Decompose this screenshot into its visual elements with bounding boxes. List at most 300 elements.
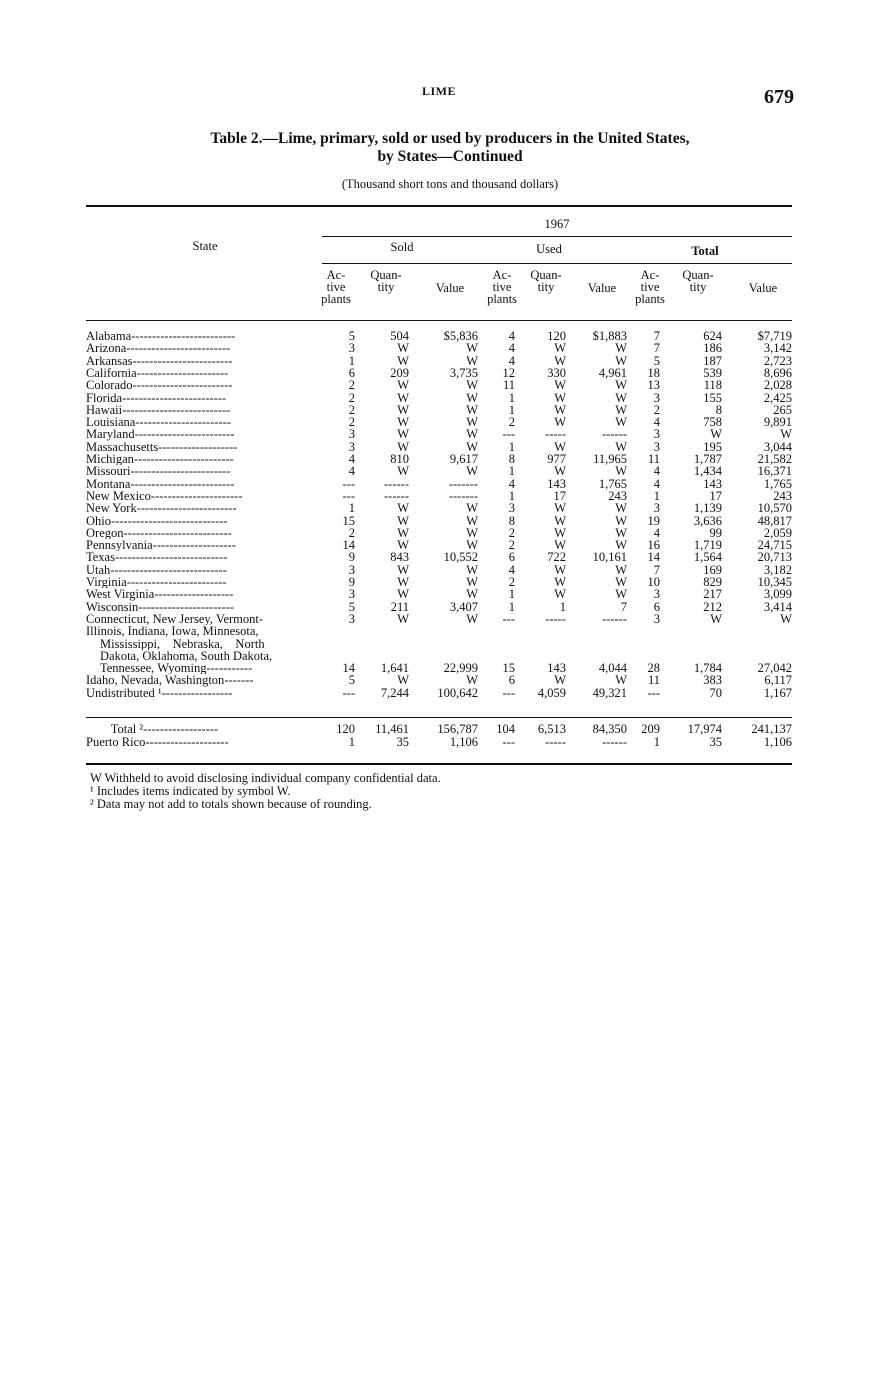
- dot-leader: ------------------------: [132, 379, 233, 392]
- dot-leader: --------------------------: [123, 526, 232, 540]
- cell-total-qty: 1,787: [693, 452, 722, 466]
- cell-sold-plants: 2: [348, 378, 355, 393]
- cell-sold-value: 10,552: [443, 550, 478, 565]
- cell-total-plants: 13: [647, 378, 660, 393]
- cell-used-qty: W: [554, 390, 566, 405]
- cell-sold-plants: 4: [348, 464, 355, 479]
- cell-used-value: 4,961: [598, 365, 627, 380]
- cell-total-plants: 7: [653, 341, 660, 356]
- dot-leader: ------------------------: [134, 428, 235, 441]
- cell-total-value: 27,042: [757, 661, 792, 676]
- cell-sold-plants: 14: [342, 538, 355, 553]
- footnotes: [90, 772, 441, 811]
- cell-total-value: 2,425: [763, 390, 792, 405]
- cell-sold-plants: 3: [348, 439, 355, 454]
- cell-used-plants: 2: [508, 575, 515, 589]
- cell-used-qty: W: [554, 587, 566, 602]
- cell-total-plants: 18: [647, 365, 660, 380]
- cell-total-value: 265: [773, 402, 792, 417]
- cell-sold-qty: W: [397, 501, 409, 516]
- cell-sold-plants: 2: [348, 415, 355, 430]
- cell-sold-qty: 7,244: [380, 685, 409, 700]
- cell-used-plants: ---: [502, 611, 515, 626]
- cell-sold-value: W: [466, 427, 478, 442]
- cell-sold-plants: 1: [348, 735, 355, 750]
- cell-total-plants: 1: [653, 488, 660, 503]
- cell-used-plants: 8: [508, 513, 515, 528]
- cell-total-value: 1,765: [763, 476, 792, 491]
- cell-sold-value: W: [466, 538, 478, 553]
- cell-total-qty: 17: [709, 488, 722, 503]
- cell-used-value: W: [615, 464, 627, 479]
- cell-total-plants: 19: [647, 513, 660, 528]
- cell-sold-value: 100,642: [437, 685, 478, 700]
- cell-sold-qty: 35: [396, 735, 409, 750]
- cell-sold-plants: 9: [348, 575, 355, 589]
- cell-total-qty: 829: [703, 575, 722, 589]
- cell-total-plants: 3: [653, 611, 660, 626]
- cell-used-value: W: [615, 538, 627, 553]
- cell-sold-value: 3,735: [449, 365, 478, 380]
- cell-total-qty: 70: [709, 685, 722, 700]
- cell-used-plants: 2: [508, 415, 515, 430]
- header-sold-quantity: [360, 269, 412, 293]
- cell-used-plants: 12: [502, 365, 515, 380]
- group-rule: [322, 263, 792, 264]
- cell-used-value: W: [615, 439, 627, 454]
- cell-sold-value: 9,617: [449, 452, 478, 466]
- cell-total-qty: 99: [709, 525, 722, 540]
- cell-used-qty: -----: [545, 611, 566, 626]
- dot-leader: ------------------------: [136, 502, 237, 515]
- dot-leader: -----------------: [161, 686, 233, 699]
- cell-total-qty: 1,719: [693, 538, 722, 553]
- cell-sold-value: W: [466, 415, 478, 430]
- cell-total-plants: 3: [653, 501, 660, 516]
- state-name: Wisconsin: [86, 600, 139, 613]
- cell-total-qty: 539: [703, 365, 722, 380]
- cell-used-value: W: [615, 378, 627, 393]
- state-name: Dakota, Oklahoma, South Dakota,: [100, 649, 273, 663]
- cell-used-qty: W: [554, 501, 566, 516]
- cell-used-plants: 1: [508, 464, 515, 479]
- cell-sold-value: W: [466, 353, 478, 368]
- cell-used-value: W: [615, 562, 627, 577]
- cell-total-qty: 155: [703, 390, 722, 405]
- footnote-w: W Withheld to avoid disclosing individual company confidential data.: [90, 771, 441, 785]
- dot-leader: -: [258, 612, 264, 626]
- cell-used-qty: 17: [553, 488, 566, 503]
- cell-used-qty: 143: [547, 476, 566, 491]
- cell-sold-qty: W: [397, 513, 409, 528]
- cell-sold-qty: 843: [390, 550, 409, 565]
- cell-sold-plants: 5: [348, 329, 355, 343]
- cell-total-plants: 16: [647, 538, 660, 553]
- cell-total-value: W: [780, 427, 792, 442]
- dot-leader: ----------------------: [136, 366, 229, 380]
- cell-sold-qty: W: [397, 575, 409, 589]
- cell-sold-plants: 2: [348, 402, 355, 417]
- state-name: Louisiana: [86, 416, 136, 429]
- cell-sold-value: $5,836: [443, 329, 478, 343]
- header-quantity-label-line: tity: [689, 280, 707, 294]
- cell-used-qty: 143: [547, 661, 566, 676]
- cell-used-plants: ---: [502, 735, 515, 750]
- cell-sold-value: W: [466, 501, 478, 516]
- dot-leader: -------------------------: [131, 330, 236, 343]
- cell-sold-plants: 3: [348, 562, 355, 577]
- cell-used-value: W: [615, 341, 627, 356]
- dot-leader: ------------------: [143, 723, 219, 736]
- header-sold-plants: [310, 269, 362, 305]
- cell-total-qty: 1,434: [693, 464, 722, 479]
- cell-total-plants: 209: [641, 722, 660, 736]
- cell-total-plants: 5: [653, 353, 660, 368]
- cell-total-plants: 11: [647, 452, 660, 466]
- header-bottom-rule: [86, 320, 792, 321]
- cell-used-plants: 1: [508, 439, 515, 454]
- cell-total-qty: 758: [703, 415, 722, 430]
- cell-used-plants: 1: [508, 402, 515, 417]
- cell-used-qty: 4,059: [537, 685, 566, 700]
- cell-sold-qty: W: [397, 562, 409, 577]
- cell-sold-qty: 11,461: [375, 722, 409, 736]
- state-name: Utah: [86, 563, 111, 576]
- cell-sold-plants: 15: [342, 513, 355, 528]
- cell-total-value: W: [780, 611, 792, 626]
- cell-total-qty: 186: [703, 341, 722, 356]
- cell-total-qty: 35: [709, 735, 722, 750]
- cell-total-plants: 28: [647, 661, 660, 676]
- dot-leader: -------------------: [154, 588, 234, 601]
- dot-leader: -------------------------: [126, 342, 231, 355]
- cell-sold-value: W: [466, 575, 478, 589]
- cell-sold-plants: 14: [342, 661, 355, 676]
- cell-sold-value: W: [466, 439, 478, 454]
- cell-sold-plants: 3: [348, 341, 355, 356]
- cell-sold-plants: 6: [348, 365, 355, 380]
- cell-total-value: 16,371: [757, 464, 792, 479]
- cell-sold-qty: W: [397, 378, 409, 393]
- cell-used-qty: W: [554, 439, 566, 454]
- cell-used-qty: W: [554, 575, 566, 589]
- cell-total-plants: 3: [653, 587, 660, 602]
- cell-used-plants: 104: [496, 722, 515, 736]
- cell-total-qty: 212: [703, 599, 722, 614]
- header-state: State: [192, 239, 218, 253]
- group-row-state-line: [86, 625, 320, 637]
- cell-used-plants: 4: [508, 353, 515, 368]
- cell-total-plants: 10: [647, 575, 660, 589]
- cell-sold-qty: W: [397, 525, 409, 540]
- header-plants-label-line: plants: [487, 292, 517, 306]
- state-name: Missouri: [86, 465, 131, 478]
- cell-used-plants: 4: [508, 562, 515, 577]
- cell-used-value: 7: [620, 599, 627, 614]
- table-title: [140, 130, 760, 166]
- state-name: Pennsylvania: [86, 539, 153, 552]
- cell-used-value: W: [615, 513, 627, 528]
- dot-leader: -----------: [206, 662, 253, 675]
- cell-total-qty: 187: [703, 353, 722, 368]
- cell-total-value: 10,345: [757, 575, 792, 589]
- cell-total-plants: 4: [653, 415, 660, 430]
- cell-total-value: 243: [773, 488, 792, 503]
- cell-total-qty: 1,139: [693, 501, 722, 516]
- cell-sold-plants: 3: [348, 587, 355, 602]
- cell-sold-qty: W: [397, 390, 409, 405]
- cell-total-qty: 1,564: [693, 550, 722, 565]
- state-name: Oregon: [86, 526, 124, 540]
- state-name: New York: [86, 502, 137, 515]
- cell-sold-plants: ---: [342, 476, 355, 491]
- table-title-line-2: by States—Continued: [377, 148, 523, 165]
- cell-sold-value: W: [466, 341, 478, 356]
- dot-leader: --------------------: [152, 539, 236, 552]
- cell-total-qty: 217: [703, 587, 722, 602]
- header-quantity-label-line: Quan-: [682, 268, 714, 282]
- cell-sold-qty: W: [397, 538, 409, 553]
- table-bottom-rule: [86, 763, 792, 765]
- dot-leader: ----------------------------: [111, 514, 228, 527]
- cell-sold-plants: 5: [348, 673, 355, 688]
- state-name: Michigan: [86, 453, 134, 466]
- cell-used-value: W: [615, 353, 627, 368]
- cell-total-qty: 118: [703, 378, 722, 393]
- cell-used-qty: 722: [547, 550, 566, 565]
- cell-total-plants: 7: [653, 562, 660, 577]
- cell-sold-value: 1,106: [449, 735, 478, 750]
- cell-used-plants: 4: [508, 476, 515, 491]
- cell-used-plants: ---: [502, 427, 515, 442]
- cell-used-plants: 6: [508, 550, 515, 565]
- cell-total-value: 3,142: [763, 341, 792, 356]
- cell-used-plants: 4: [508, 341, 515, 356]
- state-name: Florida: [86, 391, 123, 404]
- cell-total-qty: 8: [715, 402, 722, 417]
- totals-rule: [86, 717, 792, 718]
- cell-total-plants: 4: [653, 525, 660, 540]
- cell-sold-qty: 211: [390, 599, 409, 614]
- cell-used-value: 84,350: [592, 722, 627, 736]
- cell-total-value: $7,719: [757, 329, 792, 343]
- dot-leader: ------------------------: [132, 354, 233, 367]
- cell-total-qty: 169: [703, 562, 722, 577]
- header-used-quantity: [520, 269, 572, 293]
- cell-sold-value: 3,407: [449, 599, 478, 614]
- state-name: Maryland: [86, 428, 135, 441]
- cell-used-value: 10,161: [592, 550, 627, 565]
- header-total-value: Value: [748, 281, 778, 295]
- cell-used-qty: W: [554, 402, 566, 417]
- dot-leader: ------------------------: [130, 465, 231, 478]
- cell-used-plants: 3: [508, 501, 515, 516]
- cell-sold-qty: 209: [390, 365, 409, 380]
- cell-sold-plants: 2: [348, 390, 355, 405]
- cell-sold-value: W: [466, 378, 478, 393]
- header-plants-label-line: plants: [635, 292, 665, 306]
- cell-sold-plants: 1: [348, 353, 355, 368]
- dot-leader: ----------------------: [150, 489, 243, 503]
- cell-used-qty: 6,513: [537, 722, 566, 736]
- cell-used-qty: 120: [547, 329, 566, 343]
- cell-total-value: 6,117: [764, 673, 792, 688]
- cell-used-plants: 2: [508, 538, 515, 553]
- cell-sold-qty: W: [397, 341, 409, 356]
- cell-used-qty: W: [554, 538, 566, 553]
- cell-used-plants: 6: [508, 673, 515, 688]
- cell-total-value: 10,570: [757, 501, 792, 516]
- header-used: Used: [536, 242, 562, 256]
- cell-used-value: 243: [608, 488, 627, 503]
- cell-total-value: 8,696: [763, 365, 792, 380]
- cell-sold-qty: 810: [390, 452, 409, 466]
- cell-total-plants: 3: [653, 439, 660, 454]
- cell-total-qty: 383: [703, 673, 722, 688]
- footnote-2: ² Data may not add to totals shown because of rounding.: [90, 797, 372, 811]
- cell-used-value: W: [615, 501, 627, 516]
- state-name: Hawaii: [86, 403, 123, 417]
- dot-leader: ---------------------------: [114, 551, 228, 564]
- state-name: Undistributed ¹: [86, 686, 162, 699]
- cell-total-plants: ---: [647, 685, 660, 700]
- cell-sold-qty: ------: [384, 488, 409, 503]
- dot-leader: ------------------------: [126, 576, 227, 589]
- cell-sold-value: W: [466, 673, 478, 688]
- dot-leader: -----------------------: [135, 416, 232, 429]
- header-top-rule: [86, 205, 792, 207]
- cell-sold-plants: 1: [348, 501, 355, 516]
- state-name: Arizona: [86, 342, 127, 355]
- cell-total-value: 2,723: [763, 353, 792, 368]
- cell-used-qty: W: [554, 513, 566, 528]
- cell-sold-value: W: [466, 513, 478, 528]
- cell-used-qty: -----: [545, 735, 566, 750]
- header-plants-label-line: tive: [326, 280, 346, 294]
- cell-used-qty: W: [554, 673, 566, 688]
- cell-total-qty: 624: [703, 329, 722, 343]
- state-name: Texas: [86, 551, 115, 564]
- cell-used-qty: W: [554, 353, 566, 368]
- cell-sold-plants: 4: [348, 452, 355, 466]
- cell-used-qty: 977: [547, 452, 566, 466]
- cell-sold-qty: W: [397, 673, 409, 688]
- cell-used-qty: 1: [559, 599, 566, 614]
- state-name: Mississippi, Nebraska, North: [100, 637, 265, 650]
- cell-sold-value: 156,787: [437, 722, 478, 736]
- state-name: Illinois, Indiana, Iowa, Minnesota,: [86, 625, 259, 638]
- cell-total-plants: 3: [653, 390, 660, 405]
- cell-used-value: W: [615, 673, 627, 688]
- cell-total-plants: 4: [653, 476, 660, 491]
- footnote-1: ¹ Includes items indicated by symbol W.: [90, 784, 291, 798]
- header-plants-label-line: Ac-: [326, 268, 346, 282]
- cell-used-value: W: [615, 402, 627, 417]
- cell-sold-value: W: [466, 390, 478, 405]
- state-name: Colorado: [86, 379, 133, 392]
- group-row-state-line: [100, 650, 320, 662]
- header-total-plants: [624, 269, 676, 305]
- cell-sold-plants: 120: [336, 722, 355, 736]
- header-quantity-label-line: tity: [377, 280, 395, 294]
- header-quantity-label-line: Quan-: [530, 268, 562, 282]
- cell-total-value: 3,099: [763, 587, 792, 602]
- cell-sold-value: W: [466, 562, 478, 577]
- cell-total-value: 2,059: [763, 525, 792, 540]
- state-name: Puerto Rico: [86, 736, 146, 749]
- cell-used-qty: W: [554, 525, 566, 540]
- cell-sold-plants: ---: [342, 488, 355, 503]
- header-plants-label-line: Ac-: [492, 268, 512, 282]
- cell-used-value: 1,765: [598, 476, 627, 491]
- cell-total-value: 20,713: [757, 550, 792, 565]
- cell-sold-plants: 3: [348, 427, 355, 442]
- dot-leader: --------------------: [145, 736, 229, 749]
- cell-total-value: 1,106: [763, 735, 792, 750]
- cell-used-qty: W: [554, 415, 566, 430]
- dot-leader: -------------------------: [122, 391, 227, 404]
- cell-sold-value: W: [466, 464, 478, 479]
- state-name: Idaho, Nevada, Washington: [86, 674, 225, 687]
- cell-sold-qty: W: [397, 427, 409, 442]
- cell-sold-value: -------: [448, 488, 478, 503]
- cell-used-plants: 2: [508, 525, 515, 540]
- cell-used-value: 4,044: [598, 661, 627, 676]
- header-total: Total: [691, 244, 719, 258]
- state-name: New Mexico: [86, 489, 151, 503]
- cell-total-value: 1,167: [763, 685, 792, 700]
- state-name: Arkansas: [86, 354, 133, 367]
- cell-used-plants: 8: [508, 452, 515, 466]
- cell-total-plants: 11: [647, 673, 660, 688]
- cell-used-plants: 15: [502, 661, 515, 676]
- cell-sold-value: W: [466, 611, 478, 626]
- cell-used-qty: W: [554, 341, 566, 356]
- state-name: California: [86, 366, 137, 380]
- dot-leader: -------------------------: [130, 477, 235, 490]
- cell-total-plants: 4: [653, 464, 660, 479]
- cell-total-qty: W: [710, 611, 722, 626]
- dot-leader: ------------------------: [133, 453, 234, 466]
- cell-total-plants: 1: [653, 735, 660, 750]
- header-total-quantity: [672, 269, 724, 293]
- cell-total-value: 3,182: [763, 562, 792, 577]
- header-plants-label-line: plants: [321, 292, 351, 306]
- cell-total-qty: 17,974: [687, 722, 722, 736]
- cell-total-value: 3,414: [763, 599, 792, 614]
- header-sold: Sold: [390, 240, 414, 254]
- cell-used-value: ------: [602, 735, 627, 750]
- units-note: (Thousand short tons and thousand dollars): [341, 177, 559, 191]
- cell-sold-plants: 2: [348, 525, 355, 540]
- cell-used-value: $1,883: [592, 329, 627, 343]
- cell-sold-plants: 3: [348, 611, 355, 626]
- cell-used-plants: ---: [502, 685, 515, 700]
- cell-used-value: W: [615, 415, 627, 430]
- cell-used-qty: 330: [547, 365, 566, 380]
- cell-sold-qty: W: [397, 415, 409, 430]
- cell-total-plants: 3: [653, 427, 660, 442]
- header-plants-label-line: tive: [492, 280, 512, 294]
- cell-total-qty: 143: [703, 476, 722, 491]
- cell-total-value: 9,891: [763, 415, 792, 430]
- header-quantity-label-line: Quan-: [370, 268, 402, 282]
- cell-used-qty: W: [554, 378, 566, 393]
- state-name: Montana: [86, 477, 131, 490]
- state-name: Massachusetts: [86, 440, 159, 453]
- cell-used-plants: 1: [508, 599, 515, 614]
- cell-sold-value: 22,999: [443, 661, 478, 676]
